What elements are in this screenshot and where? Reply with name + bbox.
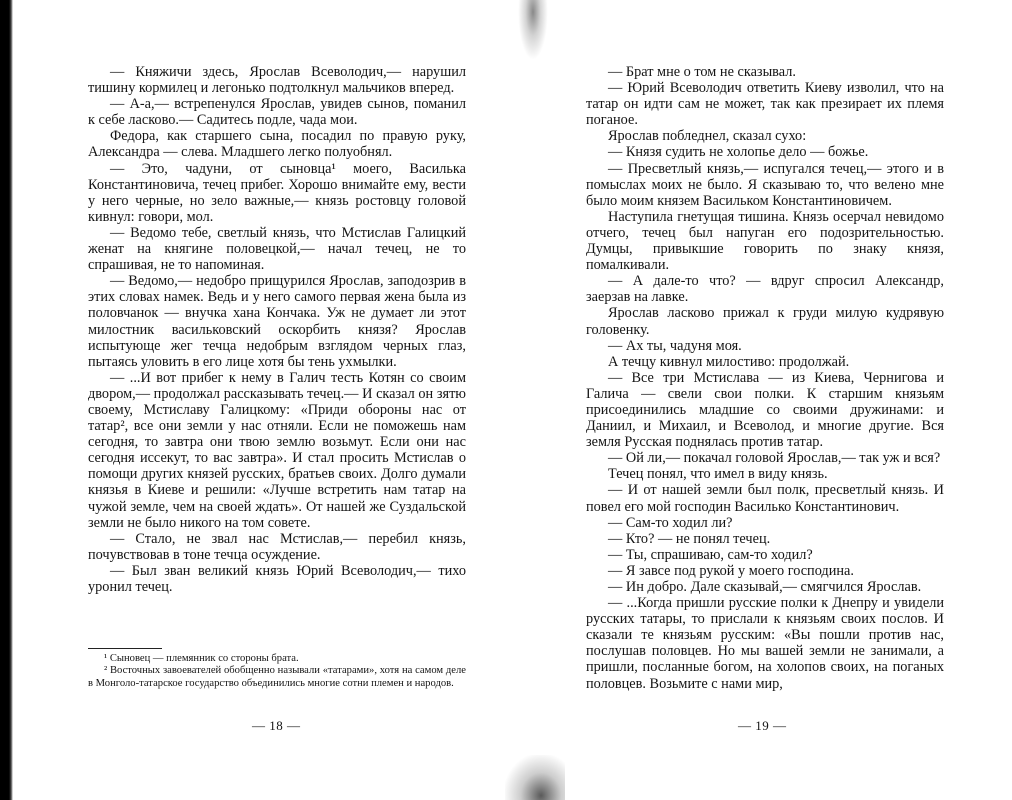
paragraph: — Брат мне о том не сказывал. — [608, 64, 796, 80]
paragraph: — А дале-то что? — вдруг спросил Александр, заерзав на лавке. — [586, 273, 944, 306]
paragraph: — Ведомо,— недобро прищурился Ярослав, заподозрив в этих словах намек. Ведь и у него самого первая жена была из половчанок — внучка хана Кончака. Уж не думает ли этот милостник васильковский оскорбить князя? Ярослав испытующе жег течца недобрым взглядом черных глаз, пытаясь уловить в его лице хотя бы тень ухмылки. — [88, 273, 466, 370]
paragraph: Ярослав побледнел, сказал сухо: — [608, 128, 807, 145]
paragraph: — Сам-то ходил ли? — [608, 514, 733, 531]
gutter-smudge-top — [518, 0, 548, 60]
paragraph: — Все три Мстислава — из Киева, Чернигова и Галича — свели свои полки. К старшим князьям присоединились младшие со своими дружинами: и Даниил, и Михаил, и Всеволод, и многие другие. Вся земля Русская поднялась против татар. — [586, 369, 944, 451]
paragraph: — Был зван великий князь Юрий Всеволодич,— тихо уронил течец. — [88, 562, 466, 595]
paragraph: — Князя судить не холопье дело — божье. — [608, 144, 869, 161]
paragraph: — ...Когда пришли русские полки к Днепру и увидели русских татары, то прислали к князьям своих послов. И сказали те князьям русским: «Вы пошли против нас, послушав половцев. Но мы вашей земли не занимали, а пришли, посланные богом, на холопов своих, на поганых половцев. Возьмите с нами мир, — [586, 595, 944, 692]
paragraph: — Я завсе под рукой у моего господина. — [608, 562, 854, 579]
paragraph: — Пресветлый князь,— испугался течец,— этого и в помыслах моих не было. Я сказываю то, что велено мне было моим князем Васильком Константиновичем. — [586, 160, 944, 209]
paragraph: — Ой ли,— покачал головой Ярослав,— так уж и вся? — [608, 450, 941, 467]
paragraph: — Княжичи здесь, Ярослав Всеволодич,— нарушил тишину кормилец и легонько подтолкнул мальчиков вперед. — [88, 64, 466, 97]
book-edge-shadow — [0, 0, 13, 800]
footnote: ² Восточных завоевателей обобщенно называли «татарами», хотя на самом деле в Монголо-татарское государство объединились многие сотни племен и народов. — [88, 665, 466, 689]
paragraph: — И от нашей земли был полк, пресветлый князь. И повел его мой господин Василько Константинович. — [586, 482, 944, 515]
paragraph: — ...И вот прибег к нему в Галич тесть Котян со своим двором,— продолжал рассказывать течец.— И сказал он зятю своему, Мстиславу Галицкому: «Приди обороны нас от татар², все они земли у нас отняли. Если не поможешь нам сегодня, то завтра они твою землю возьмут. Если они нас сегодня иссекут, то вас завтра». И стал просить Мстислав о помощи других князей русских, братьев своих. Долго думали князья в Киеве и решили: «Лучше встретить нам татар на чужой земле, чем на своей ждать». От нашей же Суздальской земли не было никого на том совете. — [88, 369, 466, 531]
paragraph: Федора, как старшего сына, посадил по правую руку, Александра — слева. Младшего легко полуобнял. — [88, 128, 466, 161]
paragraph: Течец понял, что имел в виду князь. — [608, 466, 828, 483]
footnote-rule — [88, 648, 162, 649]
paragraph: — Ах ты, чадуня моя. — [608, 337, 742, 354]
paragraph: — А-а,— встрепенулся Ярослав, увидев сынов, поманил к себе ласково.— Садитесь подле, чада мои. — [88, 96, 466, 129]
page-number-left: — 18 — — [252, 718, 301, 733]
paragraph: — Ин добро. Дале сказывай,— смягчился Ярослав. — [608, 579, 922, 595]
paragraph: Ярослав ласково прижал к груди милую кудрявую головенку. — [586, 305, 944, 338]
gutter-smudge-bottom — [505, 755, 565, 800]
paragraph: А течцу кивнул милостиво: продолжай. — [608, 353, 850, 370]
page-number-right: — 19 — — [738, 718, 787, 733]
paragraph: — Стало, не звал нас Мстислав,— перебил князь, почувствовав в тоне течца осуждение. — [88, 530, 466, 563]
paragraph: — Юрий Всеволодич ответить Киеву изволил, что на татар он идти сам не может, так как презирает их племя поганое. — [586, 80, 944, 129]
footnote: ¹ Сыновец — племянник со стороны брата. — [104, 653, 299, 664]
paragraph: — Это, чадуни, от сыновца¹ моего, Василька Константиновича, течец прибег. Хорошо внимайте ему, вести у него черные, но зело важные,— князь ростовцу головой кивнул: говори, мол. — [88, 160, 466, 225]
right-page-text — [586, 64, 944, 692]
footnotes — [88, 648, 466, 690]
left-page-text — [88, 64, 466, 595]
paragraph: — Ведомо тебе, светлый князь, что Мстислав Галицкий женат на княгине половецкой,— начал течец, не то спрашивая, не то напоминая. — [88, 224, 466, 274]
paragraph: — Кто? — не понял течец. — [608, 530, 771, 547]
paragraph: Наступила гнетущая тишина. Князь осерчал невидомо отчего, течец был напуган его подозрительностью. Думцы, привыкшие говорить по знаку князя, помалкивали. — [586, 208, 944, 274]
paragraph: — Ты, спрашиваю, сам-то ходил? — [608, 546, 813, 563]
